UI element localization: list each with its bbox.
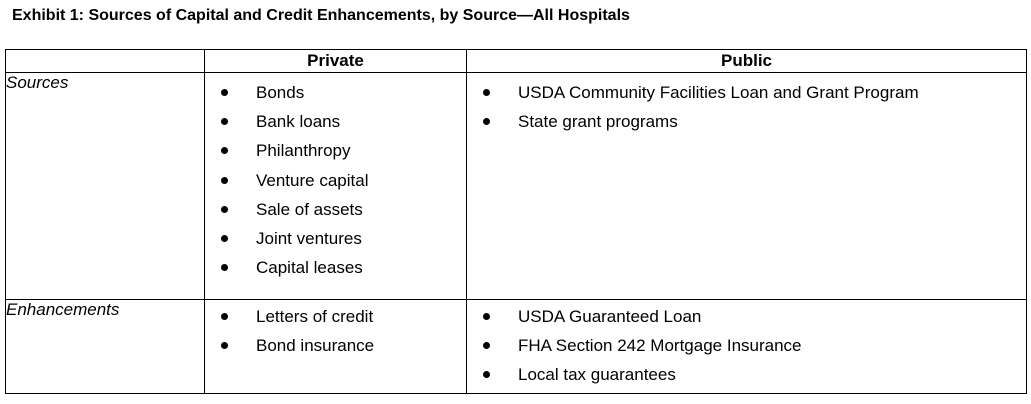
cell-enhancements-public <box>467 300 1027 394</box>
list-item: USDA Community Facilities Loan and Grant Program <box>467 81 1026 110</box>
exhibit-title: Exhibit 1: Sources of Capital and Credit Enhancements, by Source—All Hospitals <box>12 7 630 24</box>
bullet-list <box>467 300 1026 393</box>
list-item: Capital leases <box>205 256 466 285</box>
cell-sources-public <box>467 73 1027 300</box>
list-item: Local tax guarantees <box>467 363 1026 392</box>
list-item: FHA Section 242 Mortgage Insurance <box>467 334 1026 363</box>
table-row-enhancements <box>6 300 1027 394</box>
header-row <box>6 50 1027 73</box>
list-item: USDA Guaranteed Loan <box>467 305 1026 334</box>
list-item: Bank loans <box>205 110 466 139</box>
list-item: Venture capital <box>205 169 466 198</box>
list-item: Sale of assets <box>205 198 466 227</box>
list-item: Philanthropy <box>205 139 466 168</box>
cell-enhancements-private <box>205 300 467 394</box>
cell-sources-private <box>205 73 467 300</box>
header-blank <box>6 50 205 73</box>
list-item: Joint ventures <box>205 227 466 256</box>
list-item: State grant programs <box>467 110 1026 139</box>
list-item: Bonds <box>205 81 466 110</box>
bullet-list <box>467 73 1026 139</box>
capital-sources-table <box>5 49 1027 394</box>
row-label-enhancements: Enhancements <box>6 300 205 394</box>
table-row-sources <box>6 73 1027 300</box>
bullet-list <box>205 73 466 285</box>
header-public: Public <box>467 50 1027 73</box>
header-private: Private <box>205 50 467 73</box>
bullet-list <box>205 300 466 363</box>
list-item: Letters of credit <box>205 305 466 334</box>
list-item: Bond insurance <box>205 334 466 363</box>
row-label-sources: Sources <box>6 73 205 300</box>
